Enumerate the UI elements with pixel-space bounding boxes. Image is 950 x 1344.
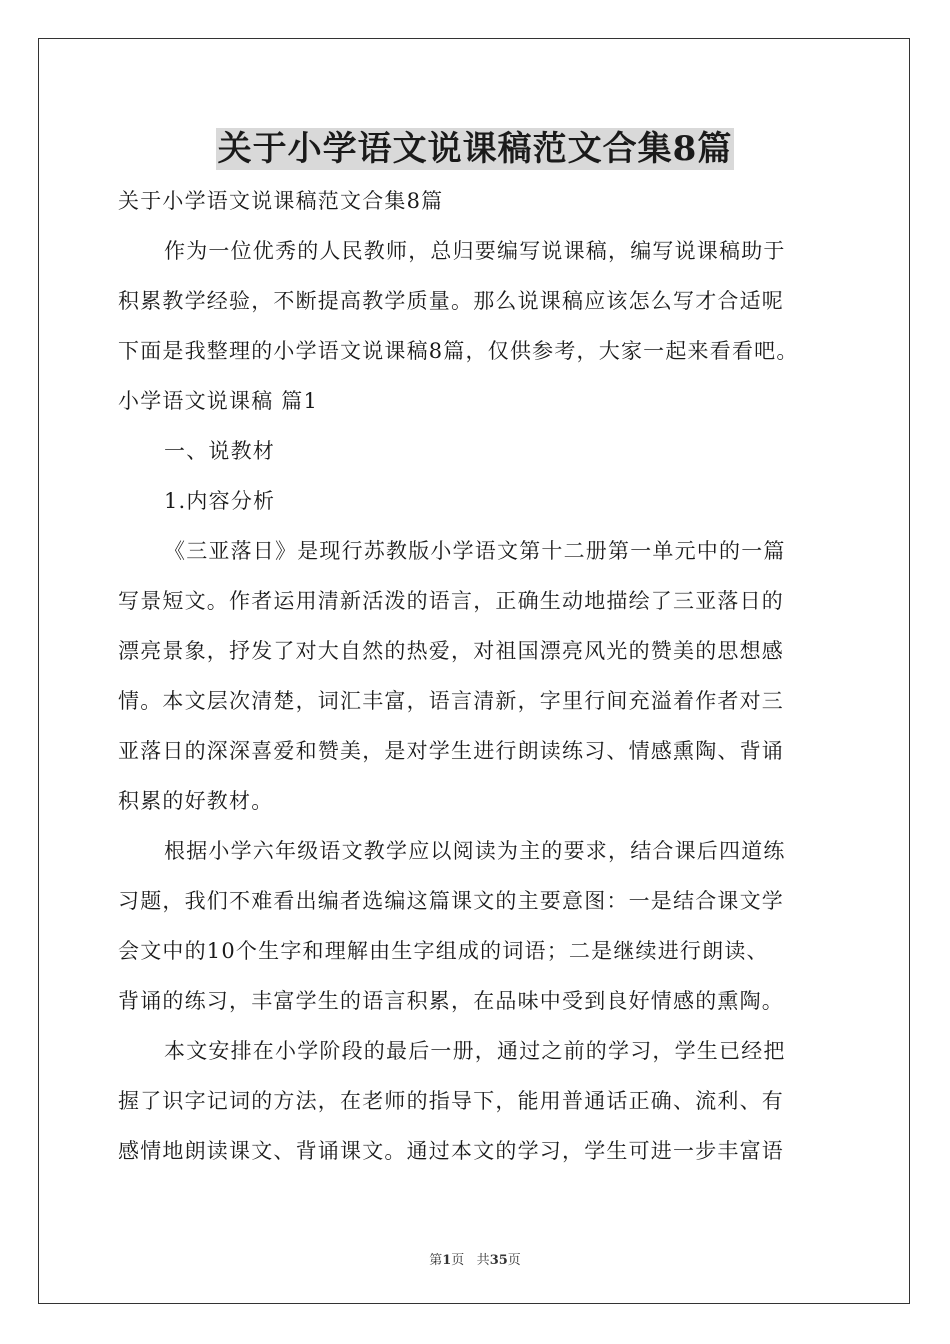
text-line: 积累教学经验，不断提高教学质量。那么说课稿应该怎么写才合适呢 xyxy=(118,289,784,313)
text-line: 根据小学六年级语文教学应以阅读为主的要求，结合课后四道练 xyxy=(164,839,786,863)
page-footer xyxy=(0,1249,950,1268)
document-body xyxy=(118,176,838,1176)
subsection-heading: 一、说教材 xyxy=(164,439,275,463)
text-line: 亚落日的深深喜爱和赞美，是对学生进行朗读练习、情感熏陶、背诵 xyxy=(118,739,784,763)
text-line: 本文安排在小学阶段的最后一册，通过之前的学习，学生已经把 xyxy=(164,1039,786,1063)
text-line: 《三亚落日》是现行苏教版小学语文第十二册第一单元中的一篇 xyxy=(164,539,786,563)
document-title: 关于小学语文说课稿范文合集8篇 xyxy=(217,129,733,169)
text-line: 情。本文层次清楚，词汇丰富，语言清新，字里行间充溢着作者对三 xyxy=(118,689,784,713)
text-line: 漂亮景象，抒发了对大自然的热爱，对祖国漂亮风光的赞美的思想感 xyxy=(118,639,784,663)
text-line: 会文中的10个生字和理解由生字组成的词语；二是继续进行朗读、 xyxy=(118,939,769,963)
text-line: 积累的好教材。 xyxy=(118,789,274,813)
footer-prefix: 第 xyxy=(429,1253,443,1268)
text-line: 关于小学语文说课稿范文合集8篇 xyxy=(118,189,444,213)
text-line: 背诵的练习，丰富学生的语言积累，在品味中受到良好情感的熏陶。 xyxy=(118,989,784,1013)
text-line: 感情地朗读课文、背诵课文。通过本文的学习，学生可进一步丰富语 xyxy=(118,1139,784,1163)
footer-total-suffix: 页 xyxy=(507,1253,521,1268)
text-line: 作为一位优秀的人民教师，总归要编写说课稿，编写说课稿助于 xyxy=(164,239,786,263)
footer-total-prefix: 共 xyxy=(476,1253,490,1268)
footer-page-suffix: 页 xyxy=(451,1253,465,1268)
text-line: 下面是我整理的小学语文说课稿8篇，仅供参考，大家一起来看看吧。 xyxy=(118,339,799,363)
text-line: 习题，我们不难看出编者选编这篇课文的主要意图：一是结合课文学 xyxy=(118,889,784,913)
current-page-number: 1 xyxy=(442,1253,452,1268)
text-line: 握了识字记词的方法，在老师的指导下，能用普通话正确、流利、有 xyxy=(118,1089,784,1113)
text-line: 写景短文。作者运用清新活泼的语言，正确生动地描绘了三亚落日的 xyxy=(118,589,784,613)
title-container xyxy=(0,128,950,170)
total-page-count: 35 xyxy=(489,1253,508,1268)
subsection-heading: 1.内容分析 xyxy=(164,489,276,513)
section-heading: 小学语文说课稿 篇1 xyxy=(118,389,319,413)
